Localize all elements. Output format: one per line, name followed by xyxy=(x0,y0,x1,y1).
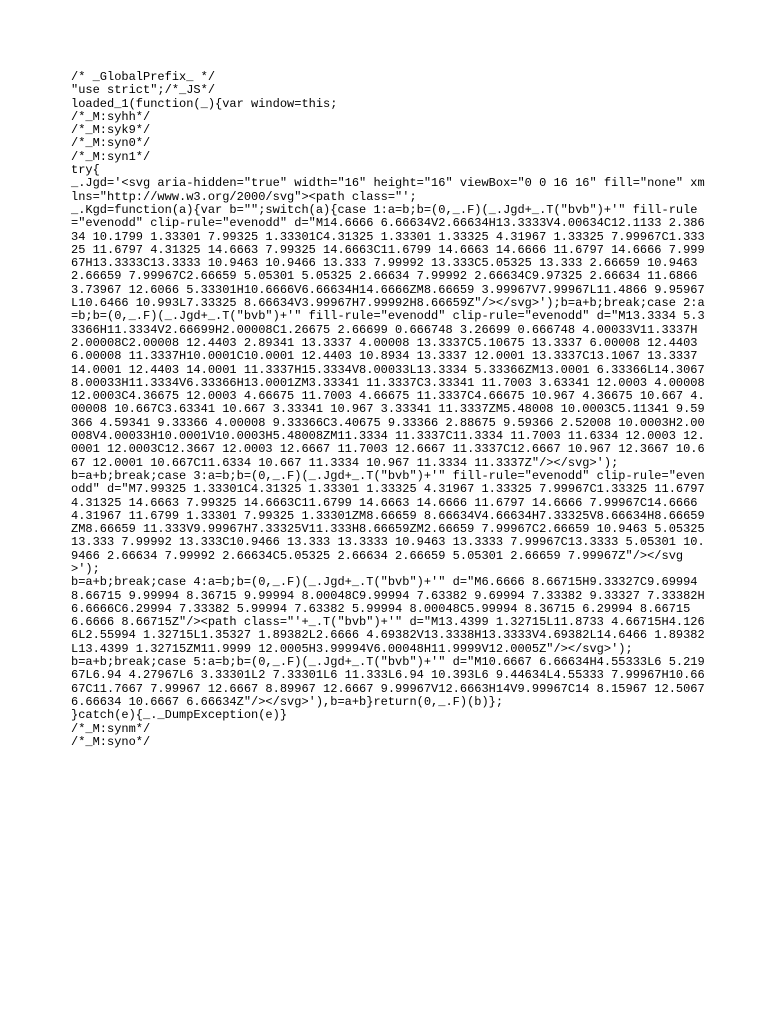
code-line: /* _GlobalPrefix_ */ xyxy=(71,70,216,84)
code-line: b=a+b;break;case 4:a=b;b=(0,_.F)(_.Jgd+_.T("bvb")+'" d="M6.6666 8.66715H9.33327C9.69994 8.66715 9.99994 8.36715 9.99994 8.00048C9.99994 7.63382 9.69994 7.33382 9.33327 7.33382H6.6666C6.29994 7.33382 5.99994 7.63382 5.99994 8.00048C5.99994 8.36715 6.29994 8.66715 6.6666 8.66715Z"/><path class="'+_.T("bvb")+'" d="M13.4399 1.32715L11.8733 4.66715H4.1266L2.55994 1.32715L1.35327 1.89382L2.6666 4.69382V13.3338H13.3333V4.69382L14.6466 1.89382L13.4399 1.32715ZM11.9999 12.0005H3.99994V6.00048H11.9999V12.0005Z"/></svg>'); xyxy=(71,575,705,656)
source-code-view xyxy=(71,71,711,749)
code-line: /*_M:syhh*/ xyxy=(71,109,151,124)
code-line: _.Jgd='<svg aria-hidden="true" width="16" height="16" viewBox="0 0 16 16" fill="none" xmlns="http://www.w3.org/2000/svg"><path class="'; xyxy=(71,176,705,204)
code-line: }catch(e){_._DumpException(e)} xyxy=(71,708,288,723)
code-line: /*_M:syn0*/ xyxy=(71,136,151,151)
code-line: try{ xyxy=(71,163,100,178)
code-line: b=a+b;break;case 3:a=b;b=(0,_.F)(_.Jgd+_.T("bvb")+'" fill-rule="evenodd" clip-rule="evenodd" d="M7.99325 1.33301C4.31325 1.33301 1.33325 4.31967 1.33325 7.99967C1.33325 11.6797 4.31325 14.6663 7.99325 14.6663C11.6799 14.6663 14.6666 11.6797 14.6666 7.99967C14.6666 4.31967 11.6799 1.33301 7.99325 1.33301ZM8.66659 8.66634V4.66634H7.33325V8.66634H8.66659ZM8.66659 11.333V9.99967H7.33325V11.333H8.66659ZM2.66659 7.99967C2.66659 10.9463 5.05325 13.333 7.99992 13.333C10.9466 13.333 13.3333 10.9463 13.3333 7.99967C13.3333 5.05301 10.9466 2.66634 7.99992 2.66634C5.05325 2.66634 2.66659 5.05301 2.66659 7.99967Z"/></svg>'); xyxy=(71,468,712,576)
code-line: /*_M:syno*/ xyxy=(71,734,151,749)
code-line: "use strict";/*_JS*/ xyxy=(71,83,216,98)
code-line: /*_M:syk9*/ xyxy=(71,123,151,138)
code-line: loaded_1(function(_){var window=this; xyxy=(71,96,338,111)
code-line: _.Kgd=function(a){var b="";switch(a){case 1:a=b;b=(0,_.F)(_.Jgd+_.T("bvb")+'" fill-rule="evenodd" clip-rule="evenodd" d="M14.6666 6.66634V2.66634H13.3333V4.00634C12.1133 2.38634 10.1799 1.33301 7.99325 1.33301C4.31325 1.33301 1.33325 4.31967 1.33325 7.99967C1.33325 11.6797 4.31325 14.6663 7.99325 14.6663C11.6799 14.6663 14.6666 11.6797 14.6666 7.99967H13.3333C13.3333 10.9463 10.9466 13.333 7.99992 13.333C5.05325 13.333 2.66659 10.9463 2.66659 7.99967C2.66659 5.05301 5.05325 2.66634 7.99992 2.66634C9.97325 2.66634 11.6866 3.73967 12.6066 5.33301H10.6666V6.66634H14.6666ZM8.66659 3.99967V7.99967L11.4866 9.95967L10.6466 10.993L7.33325 8.66634V3.99967H7.99992H8.66659Z"/></svg>');b=a+b;break;case 2:a=b;b=(0,_.F)(_.Jgd+_.T("bvb")+'" fill-rule="evenodd" clip-rule="evenodd" d="M13.3334 5.33366H11.3334V2.66699H2.00008C1.26675 2.66699 0.666748 3.26699 0.666748 4.00033V11.3337H2.00008C2.00008 12.4403 2.89341 13.3337 4.00008 13.3337C5.10675 13.3337 6.00008 12.4403 6.00008 11.3337H10.0001C10.0001 12.4403 10.8934 13.3337 12.0001 13.3337C13.1067 13.3337 14.0001 12.4403 14.0001 11.3337H15.3334V8.00033L13.3334 5.33366ZM13.0001 6.33366L14.3067 8.00033H11.3334V6.33366H13.0001ZM3.33341 11.3337C3.33341 11.7003 3.63341 12.0003 4.00008 12.0003C4.36675 12.0003 4.66675 11.7003 4.66675 11.3337C4.66675 10.967 4.36675 10.667 4.00008 10.667C3.63341 10.667 3.33341 10.967 3.33341 11.3337ZM5.48008 10.0003C5.11341 9.59366 4.59341 9.33366 4.00008 9.33366C3.40675 9.33366 2.88675 9.59366 2.52008 10.0003H2.00008V4.00033H10.0001V10.0003H5.48008ZM11.3334 11.3337C11.3334 11.7003 11.6334 12.0003 12.0001 12.0003C12.3667 12.0003 12.6667 11.7003 12.6667 11.3337C12.6667 10.967 12.3667 10.667 12.0001 10.667C11.6334 10.667 11.3334 10.967 11.3334 11.3337Z"/></svg>'); xyxy=(71,202,712,470)
code-line: /*_M:synm*/ xyxy=(71,721,151,736)
code-line: /*_M:syn1*/ xyxy=(71,149,151,164)
code-line: b=a+b;break;case 5:a=b;b=(0,_.F)(_.Jgd+_.T("bvb")+'" d="M10.6667 6.66634H4.55333L6 5.21967L6.94 4.27967L6 3.33301L2 7.33301L6 11.333L6.94 10.393L6 9.44634L4.55333 7.99967H10.6667C11.7667 7.99967 12.6667 8.89967 12.6667 9.99967V12.6663H14V9.99967C14 8.15967 12.5067 6.66634 10.6667 6.66634Z"/></svg>'),b=a+b}return(0,_.F)(b)}; xyxy=(71,655,712,709)
